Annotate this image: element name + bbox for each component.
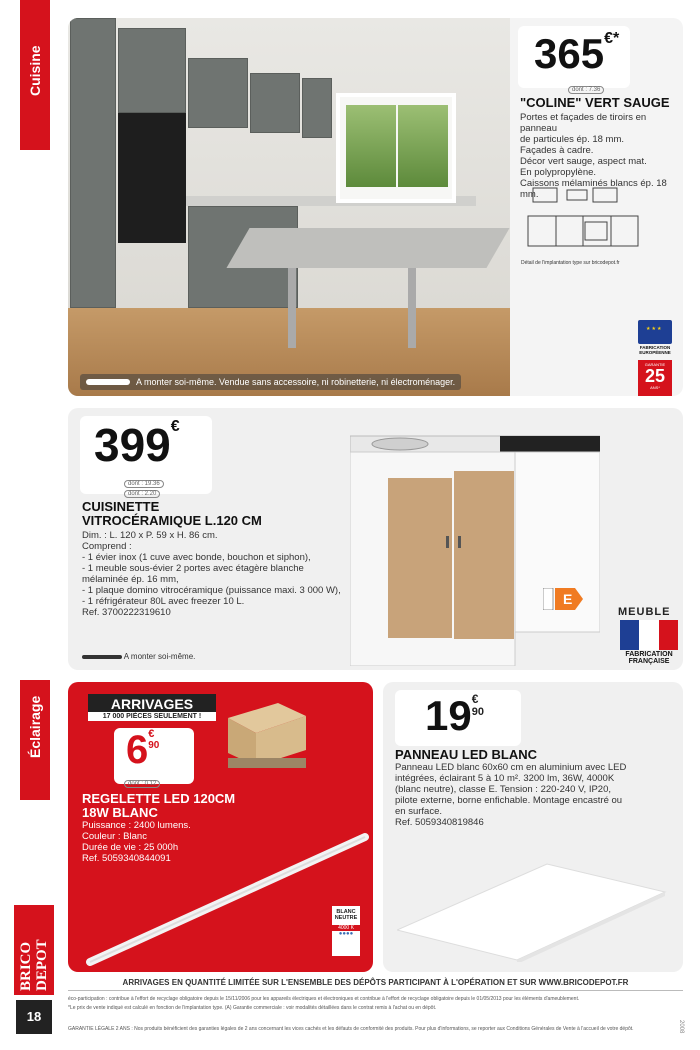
color-temp-badge: BLANC NEUTRE 4000 K ●●●● [332,906,360,956]
product-description: Panneau LED blanc 60x60 cm en aluminium avec LED intégrées, éclairant 5 à 10 m². 3200 lm, 36W, 4000K (blanc neutre), classe E. Tension : 220-240 V, IP20, pilote externe, borne enfichable. Montage encastré ou en surface. Ref. 5059340819846 [395,762,627,828]
eco-participation-badge-2: dont : 2.20 [124,490,160,498]
arrivages-banner: ARRIVAGES 17 000 PIÈCES SEULEMENT ! [88,694,216,721]
product-description: Dim. : L. 120 x P. 59 x H. 86 cm. Comprend : - 1 évier inox (1 cuve avec bonde, bouchon et siphon), - 1 meuble sous-évier 2 portes avec étagère blanche mélaminée ép. 16 mm, - 1 plaque domino vitrocéramique (puissance maxi. 3 000 W), - 1 réfrigérateur 80L avec freezer 10 L. Ref. 3700222319610 [82,530,341,618]
footnote-eco: éco-participation : contribue à l'effort de recyclage obligatoire depuis le 15/11/2006 pour les appareils électriques et électroniques et contribue à l'effort de recyclage obligatoire depuis le 01/05/2013 pour les éléments d'ameublement. [68,996,580,1002]
product-card-regelette [68,682,373,972]
eu-fabrication-label: FABRICATION EUROPÉENNE [639,345,671,355]
section-label-eclairage: Éclairage [27,695,43,758]
section-label-cuisine: Cuisine [27,45,43,96]
price-tag [80,416,212,497]
footer-banner: ARRIVAGES EN QUANTITÉ LIMITÉE SUR L'ENSEMBLE DES DÉPÔTS PARTICIPANT À L'OPÉRATION ET SUR WWW.BRICODEPOT.FR [68,975,683,991]
product-name: CUISINETTE VITROCÉRAMIQUE L.120 CM [82,499,262,528]
price-tag [395,690,521,746]
product-card-coline [68,18,683,396]
brand-logo [14,905,54,995]
bulb-icons: ●●●● [338,931,354,937]
price-tag [114,728,194,787]
logo-line-1: BRICO [18,941,34,991]
footnote-price: *Le prix de vente indiqué est calculé en fonction de l'implantation type. (A) Garantie commerciale : voir modalités détaillées dans le contrat remis à l'achat ou en dépôt. [68,1005,437,1011]
meuble-label: MEUBLE [618,606,671,618]
led-tube-image [80,827,373,972]
footnote-guarantee: GARANTIE LÉGALE 2 ANS : Nos produits bénéficient des garanties légales de 2 ans concernant les vices cachés et les défauts de conformité des produits. Pour plus d'informations, se reporter aux Conditions Générales de Vente à l'accueil de votre dépôt. [68,1026,634,1032]
eu-flag-icon: ★★★ [638,320,672,344]
kitchenette-photo [350,416,600,666]
eco-participation-badge: dont : 0.12 [124,780,160,788]
price-integer: 399 [94,419,171,471]
side-code: 2008 [678,1020,684,1034]
energy-class: E [563,591,573,607]
price-integer: 19 [425,692,472,739]
logo-line-2: DEPOT [34,939,50,991]
window [336,93,456,203]
layout-plan-drawing [523,178,643,270]
sidebar [0,0,50,1050]
oven [118,113,186,243]
product-card-cuisinette [68,408,683,670]
screwdriver-icon [82,655,122,659]
screwdriver-icon [86,379,130,385]
kitchen-photo [68,18,510,396]
product-name: REGELETTE LED 120CM 18W BLANC [82,791,236,820]
eco-participation-badge-1: dont : 19.36 [124,480,164,488]
price-tag [518,26,630,93]
led-panel-image [397,852,667,962]
price-integer: 365 [534,30,605,77]
price-currency: €* [604,30,620,47]
price-currency: € [471,692,479,706]
energy-label [543,588,583,610]
price-cents: 90 [471,706,484,718]
price-currency: € [148,728,155,740]
fr-fabrication-label: FABRICATION FRANÇAISE [625,651,673,665]
eco-participation-badge: dont : 7.36 [568,86,604,94]
assembly-note: A monter soi-même. Vendue sans accessoire, ni robinetterie, ni électroménager. [80,374,461,390]
price-cents: 90 [148,740,160,751]
product-name: PANNEAU LED BLANC [395,747,538,762]
page-number: 18 [16,1000,52,1034]
product-name: "COLINE" VERT SAUGE [520,95,670,110]
guarantee-badge: GARANTIE 25 ANS* [638,360,672,396]
france-flag-icon [620,620,678,650]
pallet-boxes-image [218,698,308,778]
price-currency: € [170,418,180,435]
table [226,228,509,268]
product-description: Portes et façades de tiroirs en panneau de particules ép. 18 mm. Façades à cadre. Décor vert sauge, aspect mat. En polypropylène. Caissons mélaminés blancs ép. 18 mm. [520,112,667,200]
price-integer: 6 [126,728,149,772]
assembly-note: A monter soi-même. [82,652,195,661]
product-description: Puissance : 2400 lumens. Couleur : Blanc Durée de vie : 25 000h Ref. 5059340844091 [82,820,191,864]
plan-caption: Détail de l'implantation type sur bricodepot.fr [521,260,620,266]
product-card-panneau-led [383,682,683,972]
